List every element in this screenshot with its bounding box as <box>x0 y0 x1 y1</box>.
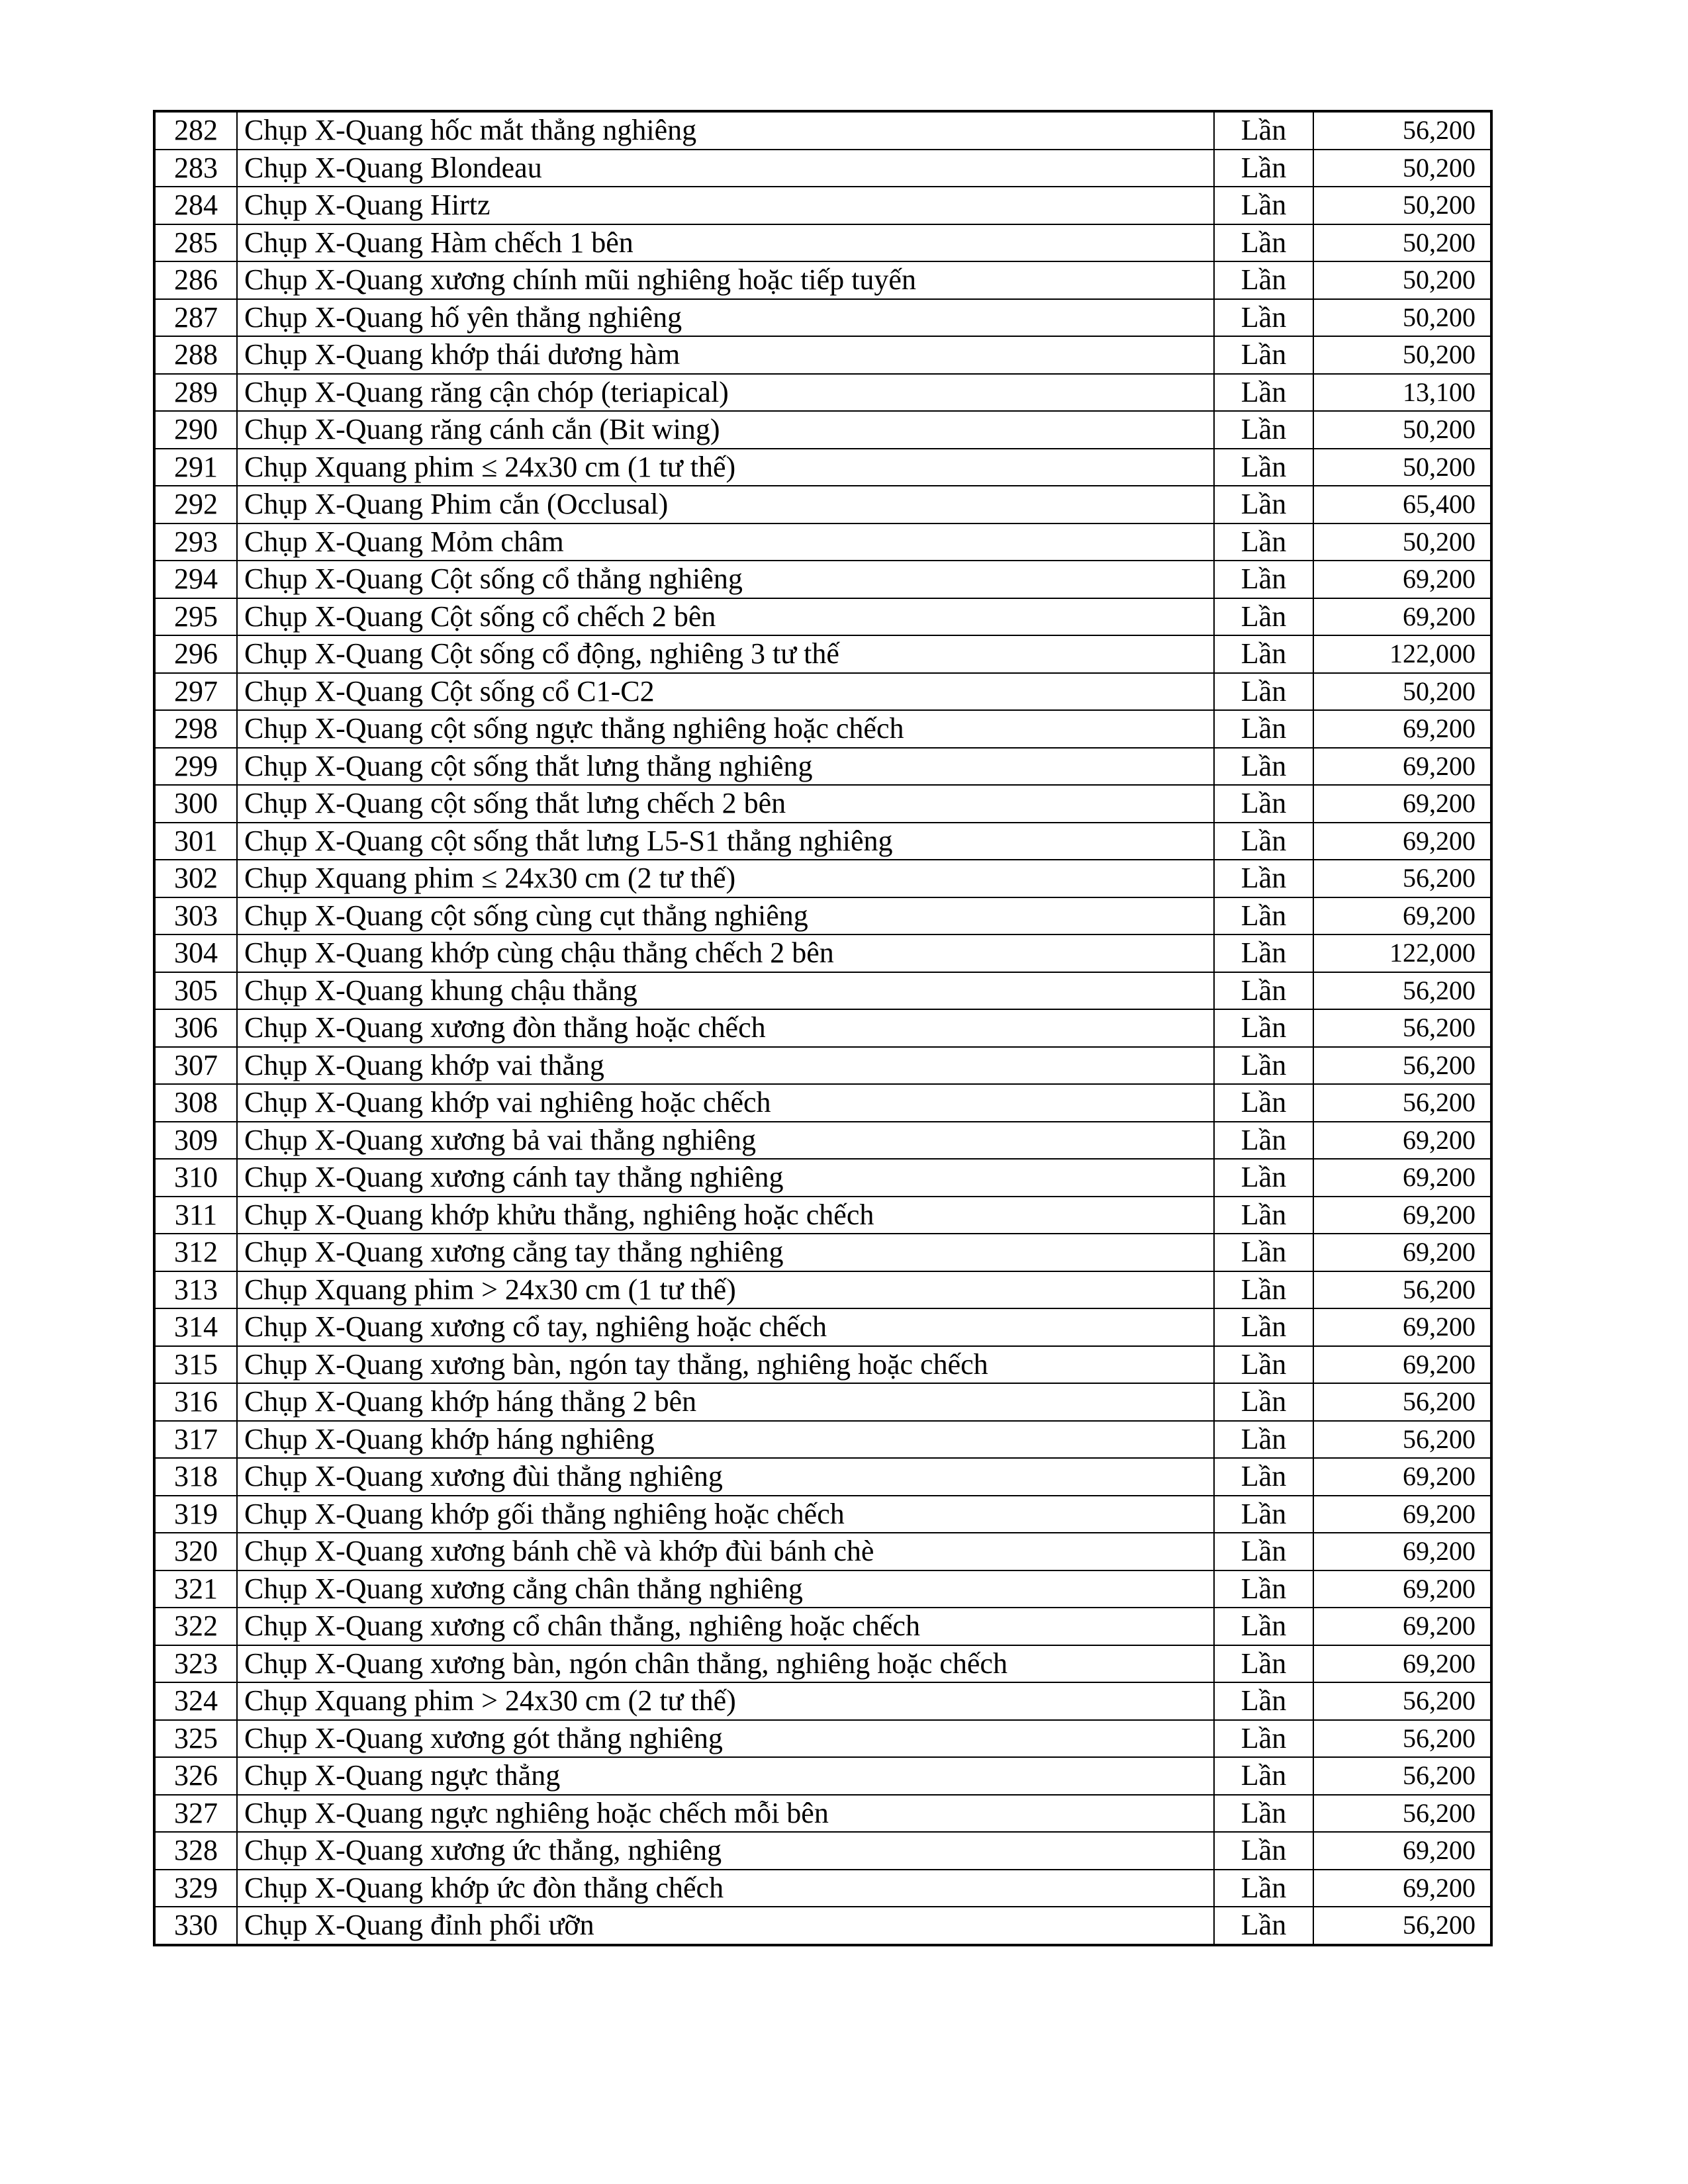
unit-cell: Lần <box>1214 523 1313 561</box>
service-name: Chụp X-Quang Phim cắn (Occlusal) <box>237 486 1214 523</box>
table-row <box>154 934 1491 972</box>
service-name: Chụp X-Quang khớp cùng chậu thẳng chếch 2 bên <box>237 934 1214 972</box>
service-name: Chụp X-Quang xương bàn, ngón chân thẳng, nghiêng hoặc chếch <box>237 1645 1214 1683</box>
price-cell: 50,200 <box>1313 449 1491 486</box>
service-name: Chụp X-Quang xương cánh tay thẳng nghiêng <box>237 1159 1214 1197</box>
row-number: 289 <box>154 374 237 412</box>
table-row <box>154 187 1491 224</box>
row-number: 306 <box>154 1009 237 1047</box>
price-cell: 69,200 <box>1313 1122 1491 1160</box>
service-name: Chụp X-Quang Hirtz <box>237 187 1214 224</box>
service-name: Chụp X-Quang Cột sống cổ động, nghiêng 3 tư thế <box>237 635 1214 673</box>
table-row <box>154 1645 1491 1683</box>
table-row <box>154 1832 1491 1870</box>
unit-cell: Lần <box>1214 1870 1313 1907</box>
price-cell: 69,200 <box>1313 1570 1491 1608</box>
service-name: Chụp X-Quang xương đùi thẳng nghiêng <box>237 1458 1214 1496</box>
table-row <box>154 299 1491 337</box>
table-row <box>154 1308 1491 1346</box>
row-number: 313 <box>154 1271 237 1309</box>
service-name: Chụp X-Quang xương bả vai thẳng nghiêng <box>237 1122 1214 1160</box>
row-number: 296 <box>154 635 237 673</box>
price-cell: 50,200 <box>1313 523 1491 561</box>
row-number: 304 <box>154 934 237 972</box>
row-number: 330 <box>154 1907 237 1945</box>
service-name: Chụp Xquang phim > 24x30 cm (2 tư thế) <box>237 1682 1214 1720</box>
table-row <box>154 1159 1491 1197</box>
row-number: 319 <box>154 1496 237 1533</box>
service-name: Chụp X-Quang đỉnh phổi ưỡn <box>237 1907 1214 1945</box>
price-cell: 69,200 <box>1313 748 1491 786</box>
price-cell: 56,200 <box>1313 1383 1491 1421</box>
unit-cell: Lần <box>1214 823 1313 860</box>
unit-cell: Lần <box>1214 1757 1313 1795</box>
row-number: 293 <box>154 523 237 561</box>
row-number: 316 <box>154 1383 237 1421</box>
unit-cell: Lần <box>1214 1458 1313 1496</box>
row-number: 309 <box>154 1122 237 1160</box>
table-row <box>154 972 1491 1010</box>
unit-cell: Lần <box>1214 1009 1313 1047</box>
service-name: Chụp X-Quang xương cẳng chân thẳng nghiêng <box>237 1570 1214 1608</box>
unit-cell: Lần <box>1214 785 1313 823</box>
price-cell: 69,200 <box>1313 823 1491 860</box>
row-number: 305 <box>154 972 237 1010</box>
row-number: 297 <box>154 673 237 711</box>
table-row <box>154 1383 1491 1421</box>
row-number: 310 <box>154 1159 237 1197</box>
service-name: Chụp X-Quang cột sống ngực thẳng nghiêng hoặc chếch <box>237 710 1214 748</box>
unit-cell: Lần <box>1214 187 1313 224</box>
price-cell: 69,200 <box>1313 785 1491 823</box>
unit-cell: Lần <box>1214 1496 1313 1533</box>
price-cell: 69,200 <box>1313 1346 1491 1384</box>
row-number: 303 <box>154 897 237 935</box>
row-number: 317 <box>154 1421 237 1459</box>
price-cell: 69,200 <box>1313 598 1491 636</box>
table-row <box>154 111 1491 150</box>
price-cell: 69,200 <box>1313 1159 1491 1197</box>
table-row <box>154 1795 1491 1833</box>
price-cell: 56,200 <box>1313 111 1491 150</box>
service-name: Chụp X-Quang cột sống cùng cụt thẳng nghiêng <box>237 897 1214 935</box>
unit-cell: Lần <box>1214 1084 1313 1122</box>
price-cell: 69,200 <box>1313 561 1491 598</box>
table-row <box>154 1271 1491 1309</box>
row-number: 300 <box>154 785 237 823</box>
table-row <box>154 748 1491 786</box>
unit-cell: Lần <box>1214 1383 1313 1421</box>
table-row <box>154 1570 1491 1608</box>
table-row <box>154 1496 1491 1533</box>
row-number: 324 <box>154 1682 237 1720</box>
service-name: Chụp Xquang phim > 24x30 cm (1 tư thế) <box>237 1271 1214 1309</box>
row-number: 291 <box>154 449 237 486</box>
unit-cell: Lần <box>1214 1795 1313 1833</box>
unit-cell: Lần <box>1214 1047 1313 1085</box>
unit-cell: Lần <box>1214 1421 1313 1459</box>
service-name: Chụp Xquang phim ≤ 24x30 cm (2 tư thế) <box>237 860 1214 897</box>
row-number: 287 <box>154 299 237 337</box>
row-number: 302 <box>154 860 237 897</box>
service-name: Chụp X-Quang khớp vai thẳng <box>237 1047 1214 1085</box>
price-cell: 50,200 <box>1313 150 1491 187</box>
row-number: 285 <box>154 224 237 262</box>
row-number: 282 <box>154 111 237 150</box>
row-number: 329 <box>154 1870 237 1907</box>
service-name: Chụp X-Quang xương bàn, ngón tay thẳng, nghiêng hoặc chếch <box>237 1346 1214 1384</box>
row-number: 294 <box>154 561 237 598</box>
row-number: 318 <box>154 1458 237 1496</box>
row-number: 290 <box>154 411 237 449</box>
row-number: 292 <box>154 486 237 523</box>
row-number: 327 <box>154 1795 237 1833</box>
table-row <box>154 374 1491 412</box>
service-name: Chụp X-Quang Cột sống cổ thẳng nghiêng <box>237 561 1214 598</box>
price-cell: 56,200 <box>1313 860 1491 897</box>
price-cell: 69,200 <box>1313 1645 1491 1683</box>
service-name: Chụp X-Quang cột sống thắt lưng thẳng nghiêng <box>237 748 1214 786</box>
price-cell: 50,200 <box>1313 673 1491 711</box>
service-name: Chụp X-Quang xương ức thẳng, nghiêng <box>237 1832 1214 1870</box>
unit-cell: Lần <box>1214 934 1313 972</box>
unit-cell: Lần <box>1214 1533 1313 1570</box>
unit-cell: Lần <box>1214 486 1313 523</box>
row-number: 315 <box>154 1346 237 1384</box>
unit-cell: Lần <box>1214 1122 1313 1160</box>
service-name: Chụp X-Quang răng cận chóp (teriapical) <box>237 374 1214 412</box>
unit-cell: Lần <box>1214 1682 1313 1720</box>
price-cell: 69,200 <box>1313 1533 1491 1570</box>
unit-cell: Lần <box>1214 1907 1313 1945</box>
price-cell: 56,200 <box>1313 1757 1491 1795</box>
unit-cell: Lần <box>1214 1159 1313 1197</box>
unit-cell: Lần <box>1214 897 1313 935</box>
price-cell: 50,200 <box>1313 411 1491 449</box>
service-name: Chụp X-Quang ngực thẳng <box>237 1757 1214 1795</box>
row-number: 308 <box>154 1084 237 1122</box>
table-row <box>154 598 1491 636</box>
unit-cell: Lần <box>1214 374 1313 412</box>
service-name: Chụp X-Quang khớp gối thẳng nghiêng hoặc chếch <box>237 1496 1214 1533</box>
price-cell: 56,200 <box>1313 1795 1491 1833</box>
service-name: Chụp X-Quang khớp vai nghiêng hoặc chếch <box>237 1084 1214 1122</box>
table-row <box>154 411 1491 449</box>
table-row <box>154 897 1491 935</box>
price-cell: 69,200 <box>1313 1608 1491 1645</box>
row-number: 325 <box>154 1720 237 1758</box>
price-cell: 56,200 <box>1313 972 1491 1010</box>
table-row <box>154 860 1491 897</box>
service-name: Chụp X-Quang khớp háng thẳng 2 bên <box>237 1383 1214 1421</box>
table-row <box>154 1608 1491 1645</box>
unit-cell: Lần <box>1214 1608 1313 1645</box>
service-name: Chụp X-Quang hốc mắt thẳng nghiêng <box>237 111 1214 150</box>
unit-cell: Lần <box>1214 1720 1313 1758</box>
table-body <box>154 111 1491 1945</box>
unit-cell: Lần <box>1214 299 1313 337</box>
table-row <box>154 336 1491 374</box>
table-row <box>154 1346 1491 1384</box>
unit-cell: Lần <box>1214 860 1313 897</box>
table-row <box>154 561 1491 598</box>
table-row <box>154 150 1491 187</box>
unit-cell: Lần <box>1214 1308 1313 1346</box>
row-number: 286 <box>154 261 237 299</box>
row-number: 284 <box>154 187 237 224</box>
table-row <box>154 1197 1491 1234</box>
unit-cell: Lần <box>1214 972 1313 1010</box>
unit-cell: Lần <box>1214 561 1313 598</box>
table-row <box>154 1870 1491 1907</box>
service-name: Chụp X-Quang Cột sống cổ C1-C2 <box>237 673 1214 711</box>
unit-cell: Lần <box>1214 673 1313 711</box>
price-cell: 65,400 <box>1313 486 1491 523</box>
table-row <box>154 224 1491 262</box>
service-name: Chụp X-Quang xương đòn thẳng hoặc chếch <box>237 1009 1214 1047</box>
price-cell: 56,200 <box>1313 1720 1491 1758</box>
price-cell: 50,200 <box>1313 336 1491 374</box>
unit-cell: Lần <box>1214 1832 1313 1870</box>
row-number: 314 <box>154 1308 237 1346</box>
price-cell: 69,200 <box>1313 1832 1491 1870</box>
row-number: 311 <box>154 1197 237 1234</box>
table-row <box>154 1458 1491 1496</box>
table-row <box>154 523 1491 561</box>
price-cell: 69,200 <box>1313 1308 1491 1346</box>
table-row <box>154 1009 1491 1047</box>
service-name: Chụp X-Quang Blondeau <box>237 150 1214 187</box>
row-number: 283 <box>154 150 237 187</box>
unit-cell: Lần <box>1214 748 1313 786</box>
table-row <box>154 1907 1491 1945</box>
table-row <box>154 635 1491 673</box>
service-name: Chụp X-Quang khớp ức đòn thẳng chếch <box>237 1870 1214 1907</box>
unit-cell: Lần <box>1214 1197 1313 1234</box>
unit-cell: Lần <box>1214 336 1313 374</box>
row-number: 328 <box>154 1832 237 1870</box>
price-cell: 69,200 <box>1313 1197 1491 1234</box>
row-number: 323 <box>154 1645 237 1683</box>
service-name: Chụp X-Quang Cột sống cổ chếch 2 bên <box>237 598 1214 636</box>
price-cell: 13,100 <box>1313 374 1491 412</box>
price-cell: 56,200 <box>1313 1682 1491 1720</box>
row-number: 298 <box>154 710 237 748</box>
price-cell: 69,200 <box>1313 710 1491 748</box>
price-cell: 69,200 <box>1313 1234 1491 1271</box>
service-name: Chụp X-Quang xương cổ chân thẳng, nghiêng hoặc chếch <box>237 1608 1214 1645</box>
service-name: Chụp X-Quang Hàm chếch 1 bên <box>237 224 1214 262</box>
unit-cell: Lần <box>1214 1570 1313 1608</box>
unit-cell: Lần <box>1214 150 1313 187</box>
service-name: Chụp X-Quang Mỏm châm <box>237 523 1214 561</box>
unit-cell: Lần <box>1214 449 1313 486</box>
table-row <box>154 486 1491 523</box>
table-row <box>154 1421 1491 1459</box>
row-number: 326 <box>154 1757 237 1795</box>
service-name: Chụp X-Quang khớp thái dương hàm <box>237 336 1214 374</box>
price-cell: 69,200 <box>1313 1870 1491 1907</box>
price-cell: 69,200 <box>1313 1458 1491 1496</box>
service-name: Chụp X-Quang khớp khửu thẳng, nghiêng hoặc chếch <box>237 1197 1214 1234</box>
row-number: 320 <box>154 1533 237 1570</box>
service-name: Chụp X-Quang xương chính mũi nghiêng hoặc tiếp tuyến <box>237 261 1214 299</box>
price-cell: 56,200 <box>1313 1047 1491 1085</box>
service-name: Chụp X-Quang cột sống thắt lưng L5-S1 thẳng nghiêng <box>237 823 1214 860</box>
table-row <box>154 1682 1491 1720</box>
row-number: 321 <box>154 1570 237 1608</box>
table-row <box>154 673 1491 711</box>
unit-cell: Lần <box>1214 635 1313 673</box>
service-name: Chụp X-Quang khung chậu thẳng <box>237 972 1214 1010</box>
service-name: Chụp X-Quang ngực nghiêng hoặc chếch mỗi bên <box>237 1795 1214 1833</box>
row-number: 301 <box>154 823 237 860</box>
price-cell: 50,200 <box>1313 261 1491 299</box>
row-number: 299 <box>154 748 237 786</box>
price-cell: 56,200 <box>1313 1084 1491 1122</box>
table-row <box>154 1122 1491 1160</box>
service-name: Chụp X-Quang cột sống thắt lưng chếch 2 bên <box>237 785 1214 823</box>
table-row <box>154 1720 1491 1758</box>
price-cell: 50,200 <box>1313 187 1491 224</box>
row-number: 312 <box>154 1234 237 1271</box>
unit-cell: Lần <box>1214 598 1313 636</box>
table-row <box>154 261 1491 299</box>
price-cell: 50,200 <box>1313 299 1491 337</box>
row-number: 295 <box>154 598 237 636</box>
unit-cell: Lần <box>1214 1271 1313 1309</box>
service-name: Chụp X-Quang răng cánh cắn (Bit wing) <box>237 411 1214 449</box>
price-cell: 50,200 <box>1313 224 1491 262</box>
price-cell: 122,000 <box>1313 934 1491 972</box>
unit-cell: Lần <box>1214 1346 1313 1384</box>
price-cell: 69,200 <box>1313 897 1491 935</box>
unit-cell: Lần <box>1214 411 1313 449</box>
service-name: Chụp Xquang phim ≤ 24x30 cm (1 tư thế) <box>237 449 1214 486</box>
table-row <box>154 1757 1491 1795</box>
unit-cell: Lần <box>1214 1645 1313 1683</box>
service-name: Chụp X-Quang xương gót thẳng nghiêng <box>237 1720 1214 1758</box>
table-row <box>154 1047 1491 1085</box>
row-number: 288 <box>154 336 237 374</box>
service-name: Chụp X-Quang hố yên thẳng nghiêng <box>237 299 1214 337</box>
table-row <box>154 710 1491 748</box>
price-cell: 122,000 <box>1313 635 1491 673</box>
service-name: Chụp X-Quang xương cổ tay, nghiêng hoặc chếch <box>237 1308 1214 1346</box>
price-cell: 56,200 <box>1313 1421 1491 1459</box>
table-row <box>154 1084 1491 1122</box>
service-name: Chụp X-Quang xương bánh chề và khớp đùi bánh chè <box>237 1533 1214 1570</box>
table-row <box>154 785 1491 823</box>
table-row <box>154 1533 1491 1570</box>
service-name: Chụp X-Quang xương cẳng tay thẳng nghiêng <box>237 1234 1214 1271</box>
unit-cell: Lần <box>1214 1234 1313 1271</box>
service-name: Chụp X-Quang khớp háng nghiêng <box>237 1421 1214 1459</box>
price-cell: 56,200 <box>1313 1907 1491 1945</box>
price-table <box>153 110 1493 1946</box>
unit-cell: Lần <box>1214 710 1313 748</box>
price-cell: 56,200 <box>1313 1009 1491 1047</box>
unit-cell: Lần <box>1214 111 1313 150</box>
row-number: 322 <box>154 1608 237 1645</box>
unit-cell: Lần <box>1214 261 1313 299</box>
price-cell: 56,200 <box>1313 1271 1491 1309</box>
table-row <box>154 823 1491 860</box>
table-row <box>154 1234 1491 1271</box>
price-cell: 69,200 <box>1313 1496 1491 1533</box>
table-row <box>154 449 1491 486</box>
unit-cell: Lần <box>1214 224 1313 262</box>
row-number: 307 <box>154 1047 237 1085</box>
